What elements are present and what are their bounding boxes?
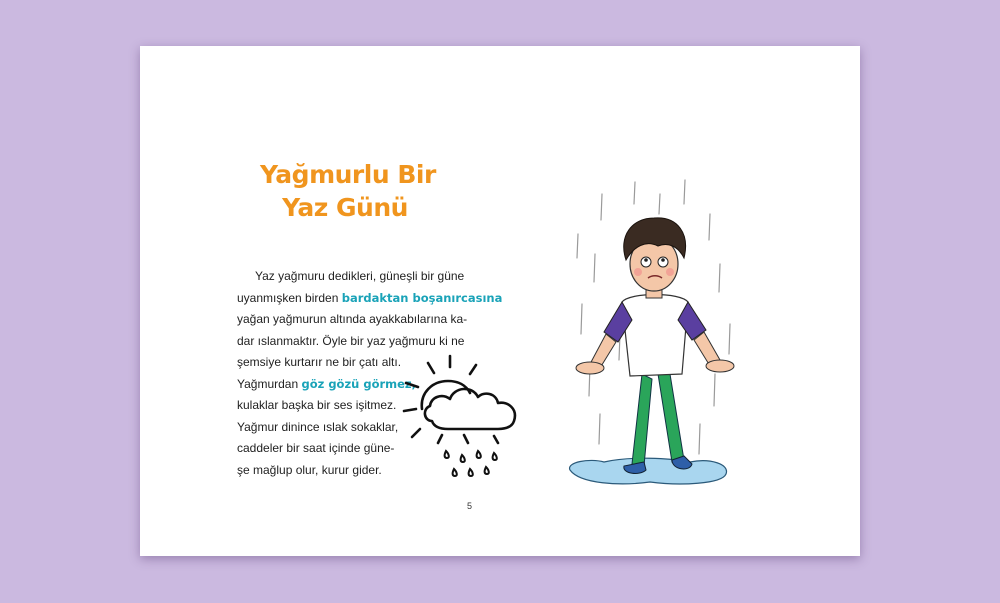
page-title (260, 158, 436, 224)
text-line (237, 288, 503, 310)
text-line: yağan yağmurun altında ayakkabılarına ka- (237, 312, 468, 326)
boy-in-rain-illustration-icon (560, 174, 740, 504)
title-line-1: Yağmurlu Bir (260, 160, 436, 189)
highlight-idiom: bardaktan boşanırcasına (341, 290, 503, 305)
cloud-sun-rain-doodle-icon (398, 351, 528, 481)
text-line: Yaz yağmuru dedikleri, güneşli bir güne (255, 269, 465, 283)
text-line: şe mağlup olur, kurur gider. (237, 462, 382, 477)
text-fragment: uyanmışken birden (237, 290, 342, 305)
page-number: 5 (467, 501, 473, 511)
text-line: dar ıslanmaktır. Öyle bir yaz yağmuru ki ne (237, 333, 465, 348)
title-line-2: Yaz Günü (282, 193, 408, 222)
text-line: şemsiye kurtarır ne bir çatı altı. (237, 355, 402, 369)
text-line: Yağmur dinince ıslak sokaklar, (237, 419, 399, 434)
book-page (140, 46, 860, 556)
text-fragment: Yağmurdan (237, 376, 302, 391)
text-line: kulaklar başka bir ses işitmez. (237, 398, 397, 412)
text-line: caddeler bir saat içinde güne- (237, 441, 395, 455)
highlight-idiom: göz gözü görmez, (301, 376, 416, 391)
